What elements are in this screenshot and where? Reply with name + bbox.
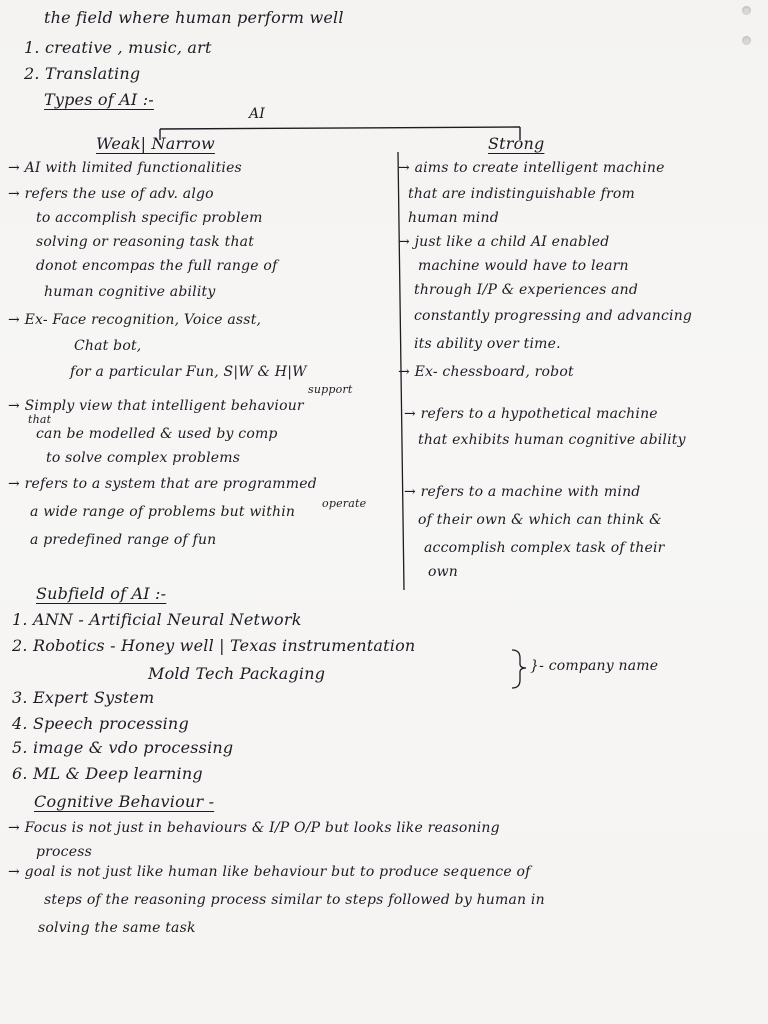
company-brace [512,650,526,688]
weak-line: to solve complex problems [46,450,241,466]
strong-line: → just like a child AI enabled [398,234,610,250]
types-heading: Types of AI :- [44,90,154,109]
strong-title: Strong [488,134,545,153]
weak-line: can be modelled & used by comp [36,426,278,442]
tree-horizontal-line [160,127,520,129]
intro-item-2: 2. Translating [24,64,141,83]
weak-line: → Simply view that intelligent behaviour [8,398,304,414]
weak-line: solving or reasoning task that [36,234,255,250]
strong-line: human mind [408,210,499,226]
subfield-item: 2. Robotics - Honey well | Texas instrumentation [12,636,416,655]
strong-line: through I/P & experiences and [414,282,639,298]
strong-line: → Ex- chessboard, robot [398,364,574,380]
strong-line: its ability over time. [414,336,561,352]
subfield-item: 5. image & vdo processing [12,738,234,757]
cognitive-heading: Cognitive Behaviour - [34,792,215,811]
intro-item-1: 1. creative , music, art [24,38,212,57]
weak-line: for a particular Fun, S|W & H|W [70,364,307,380]
weak-line: → Ex- Face recognition, Voice asst, [8,312,262,328]
cognitive-line: process [36,844,92,860]
weak-line: a predefined range of fun [30,532,217,548]
strong-line: that exhibits human cognitive ability [418,432,686,448]
strong-line: accomplish complex task of their [424,540,665,556]
weak-line: → AI with limited functionalities [8,160,242,176]
strong-line: constantly progressing and advancing [414,308,693,324]
strong-line: → aims to create intelligent machine [398,160,665,176]
intro-line: the field where human perform well [44,8,344,27]
strong-line: → refers to a hypothetical machine [404,406,658,422]
weak-line: human cognitive ability [44,284,216,300]
weak-title: Weak| Narrow [96,134,215,153]
strong-line: of their own & which can think & [418,512,662,528]
weak-line: → refers the use of adv. algo [8,186,214,202]
weak-line: donot encompas the full range of [36,258,278,274]
weak-line: to accomplish specific problem [36,210,263,226]
strong-line: that are indistinguishable from [408,186,636,202]
subfield-item: 1. ANN - Artificial Neural Network [12,610,302,629]
subfield-heading: Subfield of AI :- [36,584,167,603]
weak-line: → refers to a system that are programmed [8,476,317,492]
weak-line-insert: support [308,383,353,396]
subfield-item: 6. ML & Deep learning [12,764,203,783]
cognitive-line: steps of the reasoning process similar to steps followed by human in [44,892,545,908]
strong-line: → refers to a machine with mind [404,484,641,500]
strong-line: own [428,564,459,580]
cognitive-line: → goal is not just like human like behaviour but to produce sequence of [8,864,531,880]
weak-line-insert: that [28,413,52,426]
subfield-item: 3. Expert System [12,688,155,707]
subfield-item: Mold Tech Packaging [148,664,326,683]
weak-line-insert: operate [322,497,367,510]
subfield-item: 4. Speech processing [12,714,189,733]
cognitive-line: → Focus is not just in behaviours & I/P O/P but looks like reasoning [8,820,500,836]
weak-line: a wide range of problems but within [30,504,296,520]
weak-line: Chat bot, [74,338,142,354]
cognitive-line: solving the same task [38,920,196,936]
tree-root-label: AI [249,106,266,122]
company-name-note: }- company name [530,658,659,674]
strong-line: machine would have to learn [418,258,629,274]
